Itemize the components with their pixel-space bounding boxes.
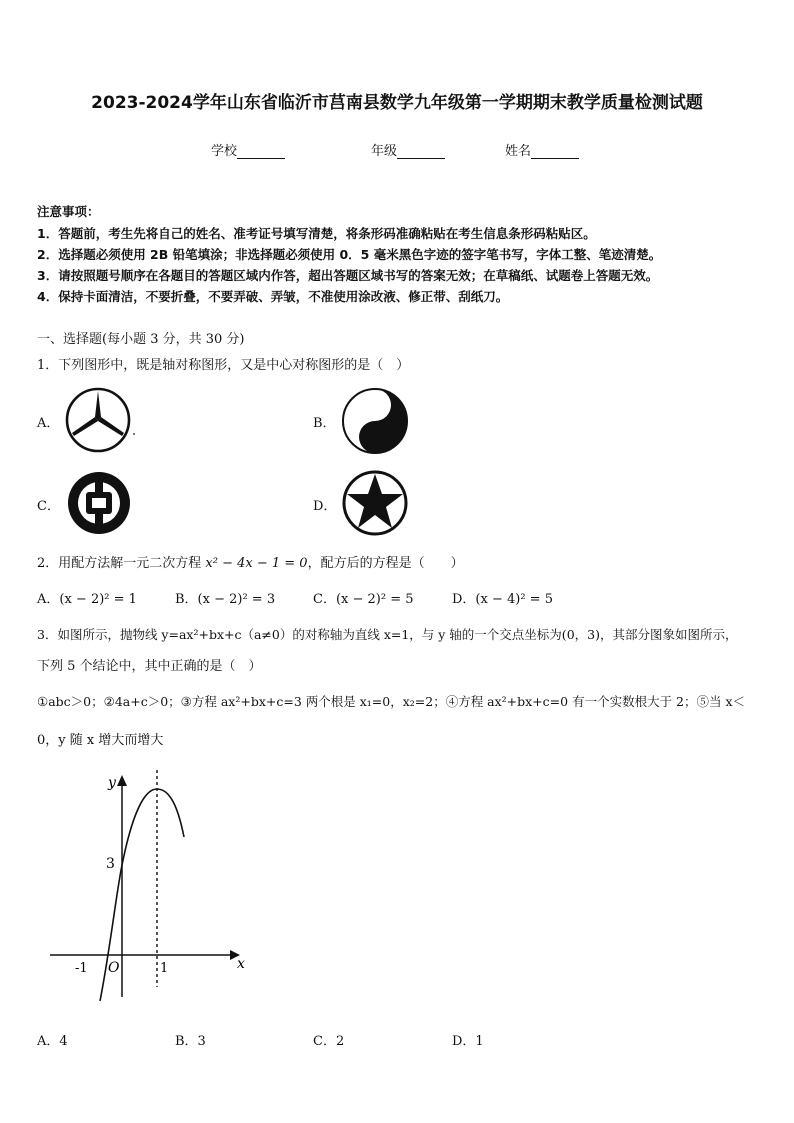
notice-item-1: 1．答题前，考生先将自己的姓名、准考证号填写清楚，将条形码准确粘贴在考生信息条形码粘贴区。 [37,226,596,241]
notice-heading: 注意事项： [37,204,100,219]
neg-one-label: -1 [75,961,88,976]
q3-option-a[interactable]: A．4 [37,1034,68,1049]
q1-option-a-label[interactable]: A． [37,416,60,431]
y-intercept-label: 3 [106,856,115,872]
q2-stem [37,552,464,571]
q2-option-c[interactable]: C．(x − 2)² = 5 [313,592,414,607]
notice-item-2: 2．选择题必须使用 2B 铅笔填涂；非选择题必须使用 0．5 毫米黑色字迹的签字笔书写，字体工整、笔迹清楚。 [37,247,662,262]
q1-option-b-label[interactable]: B． [313,416,336,431]
q3-line-3: ①abc＞0；②4a+c＞0；③方程 ax²+bx+c=3 两个根是 x₁=0，x₂=2；④方程 ax²+bx+c=0 有一个实数根大于 2；⑤当 x＜ [37,694,746,709]
parabola-graph [40,765,260,1005]
q2-stem-prefix: 2．用配方法解一元二次方程 [37,556,202,571]
name-field[interactable] [505,140,579,159]
q2-equation: x² − 4x − 1 = 0 [205,556,308,571]
q2-stem-suffix: ，配方后的方程是（ ） [307,556,464,571]
q3-line-1: 3．如图所示，抛物线 y=ax²+bx+c（a≠0）的对称轴为直线 x=1，与 y 轴的一个交点坐标为(0，3)，其部分图象如图所示， [37,627,738,642]
q1-stem: 1．下列图形中，既是轴对称图形，又是中心对称图形的是（ ） [37,358,410,373]
section-heading: 一、选择题(每小题 3 分，共 30 分) [37,332,245,347]
q3-option-c[interactable]: C．2 [313,1034,345,1049]
grade-label: 年级 [371,144,398,159]
notice-item-3: 3．请按照题号顺序在各题目的答题区域内作答，超出答题区域书写的答案无效；在草稿纸、试题卷上答题无效。 [37,268,659,283]
star-circle-icon [342,470,410,538]
bank-logo-icon [66,470,134,538]
q3-line-2: 下列 5 个结论中，其中正确的是（ ） [37,659,262,674]
q2-option-d[interactable]: D．(x − 4)² = 5 [452,592,553,607]
q3-line-4: 0，y 随 x 增大而增大 [37,733,164,748]
school-label: 学校 [211,144,238,159]
one-label: 1 [160,961,169,976]
page-title: 2023-2024学年山东省临沂市莒南县数学九年级第一学期期末教学质量检测试题 [91,93,703,113]
q2-option-a[interactable]: A．(x − 2)² = 1 [37,592,137,607]
q1-option-d-label[interactable]: D． [313,499,337,514]
notice-item-4: 4．保持卡面清洁，不要折叠，不要弄破、弄皱，不准使用涂改液、修正带、刮纸刀。 [37,289,509,304]
name-blank[interactable] [531,146,579,159]
y-axis-label: y [108,775,116,791]
y-axis-arrow [117,775,127,786]
grade-blank[interactable] [397,146,445,159]
q3-option-b[interactable]: B．3 [175,1034,206,1049]
yin-yang-icon [340,386,410,456]
x-axis-label: x [237,956,245,972]
name-label: 姓名 [505,144,532,159]
q3-option-d[interactable]: D．1 [452,1034,484,1049]
grade-field[interactable] [371,140,445,159]
school-blank[interactable] [237,146,285,159]
origin-label: O [108,960,120,976]
q2-option-b[interactable]: B．(x − 2)² = 3 [175,592,276,607]
mercedes-logo-icon [64,387,136,455]
q1-option-c-label[interactable]: C． [37,499,60,514]
school-field[interactable] [211,140,285,159]
